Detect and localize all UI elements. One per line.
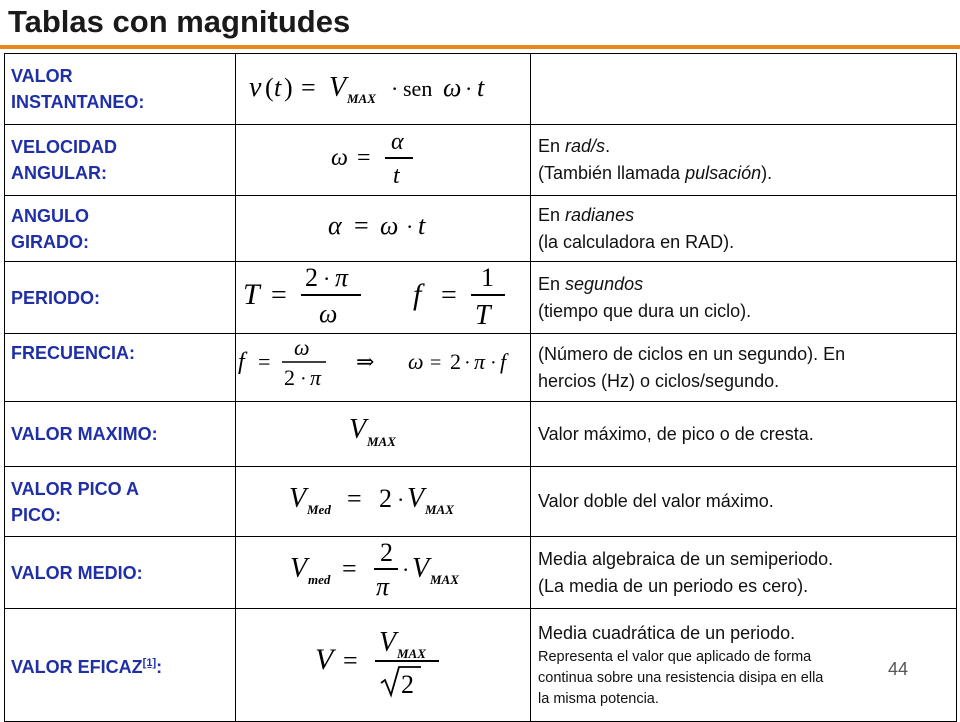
svg-text:): ) (284, 72, 293, 102)
svg-text:t: t (274, 72, 282, 102)
row-label (5, 467, 236, 537)
svg-text:·: · (490, 352, 497, 374)
description-line: (La media de un periodo es cero). (538, 575, 809, 596)
svg-text:=: = (354, 211, 369, 240)
formula-cell (236, 609, 531, 722)
title-underline (0, 45, 960, 49)
page-number: 44 (887, 659, 908, 679)
svg-text:v: v (249, 71, 262, 103)
row-label (5, 262, 236, 334)
svg-text:t: t (393, 162, 400, 189)
description-cell (531, 262, 957, 334)
svg-text:MAX: MAX (430, 572, 459, 587)
description-line: Representa el valor que aplicado de forma (538, 649, 812, 665)
svg-text:(: ( (265, 72, 274, 102)
svg-text:1: 1 (481, 263, 494, 292)
svg-text:V: V (379, 626, 397, 658)
description-line: (tiempo que dura un ciclo). (538, 300, 752, 321)
formula-cell (236, 54, 531, 125)
formula-period (243, 262, 523, 328)
svg-text:MAX: MAX (425, 502, 454, 517)
svg-text:=: = (430, 352, 442, 374)
formula-angular-velocity (323, 127, 443, 189)
label-line: VELOCIDAD (11, 137, 118, 157)
label-line: ANGULAR: (11, 163, 107, 183)
table-row (5, 609, 957, 722)
svg-text:t: t (477, 72, 485, 102)
svg-text:=: = (441, 280, 457, 311)
description-cell (531, 125, 957, 196)
svg-text:MAX: MAX (347, 90, 376, 106)
formula-peak-to-peak (283, 477, 483, 521)
description-line: Valor doble del valor máximo. (538, 491, 774, 511)
formula-cell (236, 402, 531, 467)
svg-text:MAX: MAX (397, 645, 426, 661)
label-line: VALOR (11, 66, 73, 86)
svg-text:t: t (418, 211, 426, 240)
description-line: En rad/s. (538, 136, 611, 156)
description-cell (531, 54, 957, 125)
svg-text:V: V (407, 483, 425, 514)
svg-text:T: T (475, 300, 491, 328)
formula-max-value (343, 412, 423, 452)
formula-instantaneous-value (243, 62, 523, 112)
formula-cell (236, 334, 531, 402)
svg-text:·: · (300, 368, 307, 390)
formula-cell (236, 196, 531, 262)
svg-text:T: T (243, 278, 260, 311)
svg-text:=: = (347, 484, 362, 513)
label-line: VALOR PICO A (11, 478, 140, 499)
row-label (5, 334, 236, 402)
description-line: En segundos (538, 273, 644, 294)
svg-text:ω: ω (380, 211, 399, 240)
svg-text:V: V (315, 642, 334, 676)
description-line: (También llamada pulsación). (538, 163, 773, 183)
svg-text:=: = (342, 554, 357, 583)
description-line: continua sobre una resistencia disipa en ella (538, 670, 824, 686)
table-row (5, 196, 957, 262)
table-row (5, 402, 957, 467)
svg-text:=: = (301, 72, 316, 102)
label-line: VALOR EFICAZ (11, 657, 143, 677)
table-row (5, 467, 957, 537)
label-line: VALOR MEDIO: (11, 562, 143, 583)
svg-text:f: f (500, 349, 507, 374)
description-cell (531, 402, 957, 467)
formula-cell (236, 467, 531, 537)
table-row (5, 54, 957, 125)
row-label (5, 402, 236, 467)
svg-text:π: π (310, 365, 322, 390)
svg-text:V: V (289, 483, 307, 514)
description-line: Valor máximo, de pico o de cresta. (538, 423, 814, 444)
label-line: FRECUENCIA: (11, 343, 135, 363)
description-line: En radianes (538, 204, 635, 225)
svg-text:2: 2 (401, 669, 414, 699)
description-cell (531, 196, 957, 262)
label-line: ANGULO (11, 205, 89, 226)
table-row (5, 125, 957, 196)
label-tail: : (156, 657, 163, 677)
description-line: (Número de ciclos en un segundo). En (538, 343, 846, 364)
table-row (5, 537, 957, 609)
description-line: Media algebraica de un semiperiodo. (538, 548, 834, 569)
svg-text:2: 2 (379, 484, 392, 513)
svg-text:=: = (258, 349, 271, 374)
svg-text:Med: Med (307, 502, 331, 517)
svg-text:⇒: ⇒ (356, 349, 375, 374)
label-line: GIRADO: (11, 231, 89, 252)
row-label (5, 196, 236, 262)
svg-text:ω: ω (408, 349, 424, 374)
table-row (5, 334, 957, 402)
row-label (5, 609, 236, 722)
svg-text:2: 2 (450, 349, 461, 374)
description-line: hercios (Hz) o ciclos/segundo. (538, 370, 780, 391)
label-line: PERIODO: (11, 287, 101, 308)
label-line: PICO: (11, 504, 62, 525)
formula-cell (236, 537, 531, 609)
svg-text:ω: ω (294, 335, 310, 360)
row-label (5, 54, 236, 125)
formula-mean-value (288, 537, 478, 603)
svg-text:·: · (323, 266, 331, 291)
svg-text:ω: ω (319, 299, 338, 328)
svg-text:ω: ω (331, 144, 348, 171)
svg-text:·: · (465, 75, 473, 101)
formula-frequency (238, 335, 528, 395)
svg-text:·: · (391, 75, 399, 101)
svg-text:f: f (413, 278, 422, 311)
description-line: (la calculadora en RAD). (538, 231, 735, 252)
table-row (5, 262, 957, 334)
svg-text:V: V (290, 553, 308, 584)
svg-text:π: π (376, 572, 390, 601)
svg-text:·: · (397, 487, 405, 512)
page-title: Tablas con magnitudes (8, 4, 351, 39)
formula-cell (236, 125, 531, 196)
svg-text:·: · (402, 557, 410, 582)
svg-text:α: α (391, 128, 404, 155)
svg-text:π: π (474, 349, 486, 374)
svg-text:V: V (412, 553, 430, 584)
description-cell (531, 467, 957, 537)
description-cell (531, 334, 957, 402)
row-label (5, 125, 236, 196)
description-line: la misma potencia. (538, 691, 659, 707)
svg-text:2: 2 (380, 538, 393, 567)
description-cell (531, 537, 957, 609)
svg-text:V: V (329, 71, 347, 103)
footnote-link[interactable]: [1] (142, 657, 157, 669)
svg-text:=: = (357, 144, 371, 171)
svg-text:π: π (335, 263, 349, 292)
magnitudes-table (4, 53, 957, 722)
label-line: VALOR MAXIMO: (11, 424, 158, 444)
svg-text:·: · (464, 352, 471, 374)
svg-text:V: V (349, 413, 367, 445)
formula-rotated-angle (318, 206, 448, 246)
svg-text:2: 2 (284, 365, 295, 390)
row-label (5, 537, 236, 609)
svg-text:f: f (238, 349, 245, 375)
svg-text:ω: ω (443, 72, 462, 102)
svg-text:·: · (406, 214, 414, 239)
svg-text:=: = (343, 645, 358, 675)
svg-text:2: 2 (305, 263, 318, 292)
formula-cell (236, 262, 531, 334)
formula-rms-value (313, 623, 453, 703)
svg-text:sen: sen (403, 75, 433, 101)
svg-text:med: med (308, 572, 331, 587)
description-line: Media cuadrática de un periodo. (538, 623, 796, 643)
svg-text:α: α (328, 211, 342, 240)
svg-text:MAX: MAX (367, 433, 396, 449)
svg-text:=: = (271, 280, 287, 311)
label-line: INSTANTANEO: (11, 92, 145, 112)
